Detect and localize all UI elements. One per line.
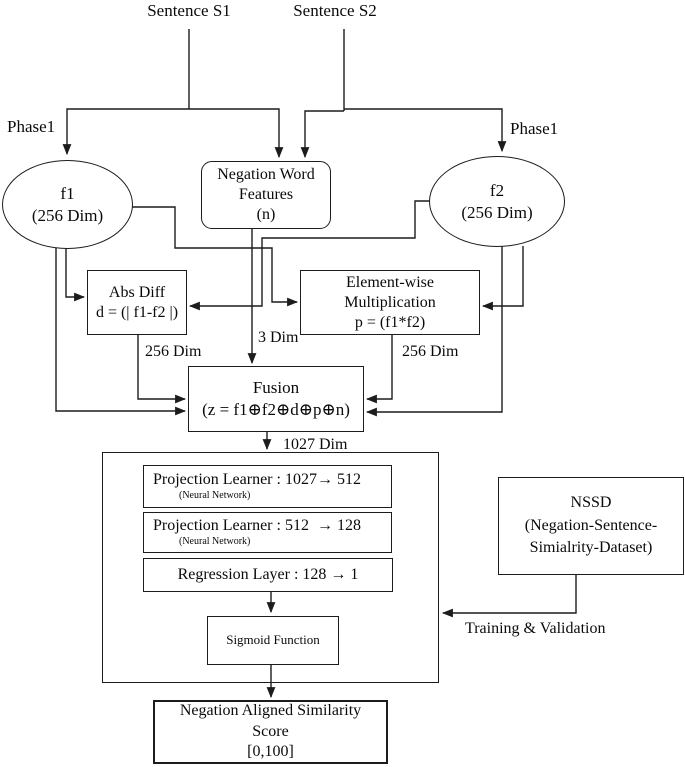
node-projection-learner-2	[143, 512, 392, 553]
sigmoid-title: Sigmoid Function	[226, 632, 320, 648]
f1-dim: (256 Dim)	[31, 205, 104, 225]
connector-s2-to-f2	[344, 109, 502, 151]
fusion-line2: (z = f1⊕f2⊕d⊕p⊕n)	[202, 400, 350, 419]
negation-line3: (n)	[256, 206, 276, 223]
label-phase1-right: Phase1	[510, 119, 559, 138]
node-projection-learner-1	[143, 465, 392, 508]
connector-s1-to-f1	[67, 109, 189, 154]
node-regression-layer	[143, 558, 393, 592]
fusion-line1: Fusion	[252, 377, 300, 397]
connector-f2-to-elementwise	[483, 246, 523, 306]
label-sentence-s2: Sentence S2	[293, 1, 377, 20]
projection2-title: Projection Learner : 512 → 128	[153, 517, 361, 535]
output-line2: Score	[252, 722, 289, 740]
connector-s2-to-negation	[305, 111, 344, 157]
connector-elementwise-to-fusion	[367, 335, 392, 399]
elementwise-line3: p = (f1*f2)	[354, 313, 426, 331]
negation-line2: Features	[238, 186, 294, 203]
projection1-title: Projection Learner : 1027→ 512	[153, 471, 361, 489]
connector-nssd-to-learner	[443, 575, 576, 613]
node-elementwise-multiplication	[300, 270, 480, 335]
nssd-line2: (Negation-Sentence-	[524, 516, 658, 534]
regression-title: Regression Layer : 128 → 1	[177, 566, 359, 583]
node-fusion	[188, 366, 364, 432]
label-dim-1027: 1027 Dim	[283, 436, 348, 453]
label-dim-3: 3 Dim	[258, 329, 299, 346]
node-output-score	[153, 700, 388, 764]
label-phase1-left: Phase1	[7, 117, 56, 136]
f2-name: f2	[489, 181, 505, 201]
label-training-validation: Training & Validation	[465, 620, 606, 637]
absdiff-line1: Abs Diff	[108, 283, 166, 301]
label-sentence-s1: Sentence S1	[147, 1, 231, 20]
f1-name: f1	[60, 184, 75, 204]
elementwise-line2: Multiplication	[344, 293, 436, 311]
absdiff-line2: d = (| f1-f2 |)	[95, 303, 179, 321]
node-negation-word-features	[201, 161, 331, 229]
node-f1	[2, 160, 133, 249]
label-dim-256-left: 256 Dim	[145, 343, 202, 360]
projection2-subtitle: (Neural Network)	[179, 536, 251, 548]
output-line3: [0,100]	[247, 743, 294, 761]
f2-dim: (256 Dim)	[461, 202, 533, 222]
negation-line1: Negation Word	[217, 166, 315, 183]
node-nssd	[498, 477, 684, 575]
label-dim-256-right: 256 Dim	[402, 343, 459, 360]
nssd-line1: NSSD	[570, 494, 612, 512]
connector-f1-to-absdiff	[66, 248, 84, 297]
node-f2	[429, 156, 565, 247]
nssd-line3: Simialrity-Dataset)	[529, 539, 653, 557]
output-line1: Negation Aligned Similarity	[179, 701, 362, 719]
elementwise-line1: Element-wise	[346, 273, 434, 291]
connector-s1-to-negation	[189, 109, 279, 157]
projection1-subtitle: (Neural Network)	[179, 490, 251, 502]
node-sigmoid-function	[207, 616, 339, 665]
node-abs-diff	[87, 270, 187, 335]
